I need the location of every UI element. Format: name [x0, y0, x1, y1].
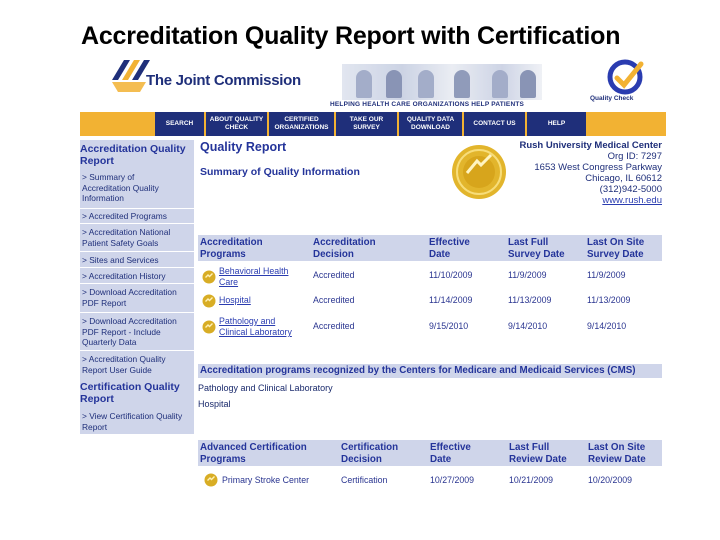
decision-cell: Accredited	[313, 295, 355, 305]
gold-seal-icon	[450, 143, 508, 201]
joint-commission-logo-icon	[110, 58, 150, 94]
nav-survey[interactable]: TAKE OUR SURVEY	[335, 112, 397, 136]
org-website-link[interactable]: www.rush.edu	[602, 195, 662, 206]
sidebar-heading-accreditation[interactable]: Accreditation Quality Report	[80, 143, 186, 167]
sidebar-divider	[80, 223, 194, 224]
last-onsite-cell: 11/9/2009	[587, 270, 626, 280]
sidebar-heading-certification[interactable]: Certification Quality Report	[80, 381, 180, 405]
effective-cell: 9/15/2010	[429, 321, 469, 331]
nav-certified-orgs[interactable]: CERTIFIED ORGANIZATIONS	[268, 112, 334, 136]
last-full-cell: 11/9/2009	[508, 270, 547, 280]
sidebar-divider	[80, 267, 194, 268]
col-cert-last-onsite: Last On Site Review Date	[588, 442, 646, 465]
gold-medal-icon	[202, 320, 216, 334]
col-last-onsite: Last On Site Survey Date	[587, 237, 645, 260]
org-address-line1: 1653 West Congress Parkway	[534, 162, 662, 173]
certification-table-header	[198, 440, 662, 466]
sidebar-link-programs[interactable]: > Accredited Programs	[82, 211, 167, 221]
nav-about[interactable]: ABOUT QUALITY CHECK	[205, 112, 267, 136]
cert-last-onsite-cell: 10/20/2009	[588, 475, 633, 485]
cms-heading: Accreditation programs recognized by the Centers for Medicare and Medicaid Services (CMS)	[198, 364, 662, 378]
effective-cell: 11/10/2009	[429, 270, 473, 280]
sidebar	[80, 140, 194, 434]
gold-medal-icon	[204, 473, 218, 487]
organization-info	[519, 140, 662, 206]
tagline: HELPING HEALTH CARE ORGANIZATIONS HELP PATIENTS	[330, 101, 525, 108]
gold-medal-icon	[202, 270, 216, 284]
sidebar-divider	[80, 312, 194, 313]
sidebar-link-pdf[interactable]: > Download Accreditation PDF Report	[82, 287, 177, 308]
last-full-cell: 9/14/2010	[508, 321, 548, 331]
last-onsite-cell: 11/13/2009	[587, 295, 631, 305]
cert-decision-cell: Certification	[341, 475, 388, 485]
effective-cell: 11/14/2009	[429, 295, 473, 305]
program-link-behavioral-l2[interactable]: Care	[219, 277, 239, 287]
org-name: Rush University Medical Center	[519, 140, 662, 151]
quality-check-label: Quality Check	[590, 95, 634, 102]
last-onsite-cell: 9/14/2010	[587, 321, 627, 331]
org-phone: (312)942-5000	[599, 184, 662, 195]
logo-text: The Joint Commission	[146, 72, 301, 89]
col-cert-decision: Certification Decision	[341, 442, 399, 465]
org-address-line2: Chicago, IL 60612	[585, 173, 662, 184]
col-cert-programs: Advanced Certification Programs	[200, 442, 307, 465]
sidebar-divider	[80, 283, 194, 284]
program-link-pathology[interactable]: Pathology and	[219, 316, 276, 326]
sidebar-link-summary[interactable]: > Summary of Accreditation Quality Information	[82, 172, 159, 203]
nav-contact[interactable]: CONTACT US	[463, 112, 525, 136]
program-link-pathology-l2[interactable]: Clinical Laboratory	[219, 327, 292, 337]
sidebar-link-sites[interactable]: > Sites and Services	[82, 255, 159, 265]
col-cert-last-full: Last Full Review Date	[509, 442, 567, 465]
main-content	[198, 140, 666, 490]
org-id: Org ID: 7297	[607, 151, 662, 162]
page-title: Quality Report	[200, 140, 287, 154]
cms-item: Pathology and Clinical Laboratory	[198, 383, 333, 393]
program-link-hospital[interactable]: Hospital	[219, 295, 251, 305]
sidebar-link-history[interactable]: > Accreditation History	[82, 271, 166, 281]
decision-cell: Accredited	[313, 270, 355, 280]
sidebar-divider	[80, 350, 194, 351]
nav-help[interactable]: HELP	[526, 112, 586, 136]
col-cert-effective: Effective Date	[430, 442, 471, 465]
sidebar-link-cert-report[interactable]: > View Certification Quality Report	[82, 411, 183, 432]
col-programs: Accreditation Programs	[200, 237, 263, 260]
decision-cell: Accredited	[313, 321, 355, 331]
cert-last-full-cell: 10/21/2009	[509, 475, 554, 485]
sidebar-divider	[80, 251, 194, 252]
nav-bar	[80, 112, 666, 136]
last-full-cell: 11/13/2009	[508, 295, 552, 305]
accreditation-table-header	[198, 235, 662, 261]
col-effective: Effective Date	[429, 237, 470, 260]
col-decision: Accreditation Decision	[313, 237, 376, 260]
program-link-behavioral[interactable]: Behavioral Health	[219, 266, 289, 276]
sidebar-link-npsg[interactable]: > Accreditation National Patient Safety Goals	[82, 227, 171, 248]
col-last-full: Last Full Survey Date	[508, 237, 565, 260]
sidebar-link-pdf-quarterly[interactable]: > Download Accreditation PDF Report - Include Quarterly Data	[82, 316, 177, 347]
page-subtitle: Summary of Quality Information	[200, 166, 360, 178]
sidebar-divider	[80, 208, 194, 209]
sidebar-link-user-guide[interactable]: > Accreditation Quality Report User Guide	[82, 354, 166, 375]
cms-item: Hospital	[198, 399, 231, 409]
slide-title: Accreditation Quality Report with Certification	[81, 22, 621, 50]
cert-program-cell: Primary Stroke Center	[222, 475, 310, 485]
header-banner	[80, 56, 666, 112]
cert-effective-cell: 10/27/2009	[430, 475, 475, 485]
gold-medal-icon	[202, 294, 216, 308]
nav-search[interactable]: SEARCH	[154, 112, 204, 136]
nav-data-download[interactable]: QUALITY DATA DOWNLOAD	[398, 112, 462, 136]
header-photo	[342, 64, 542, 100]
